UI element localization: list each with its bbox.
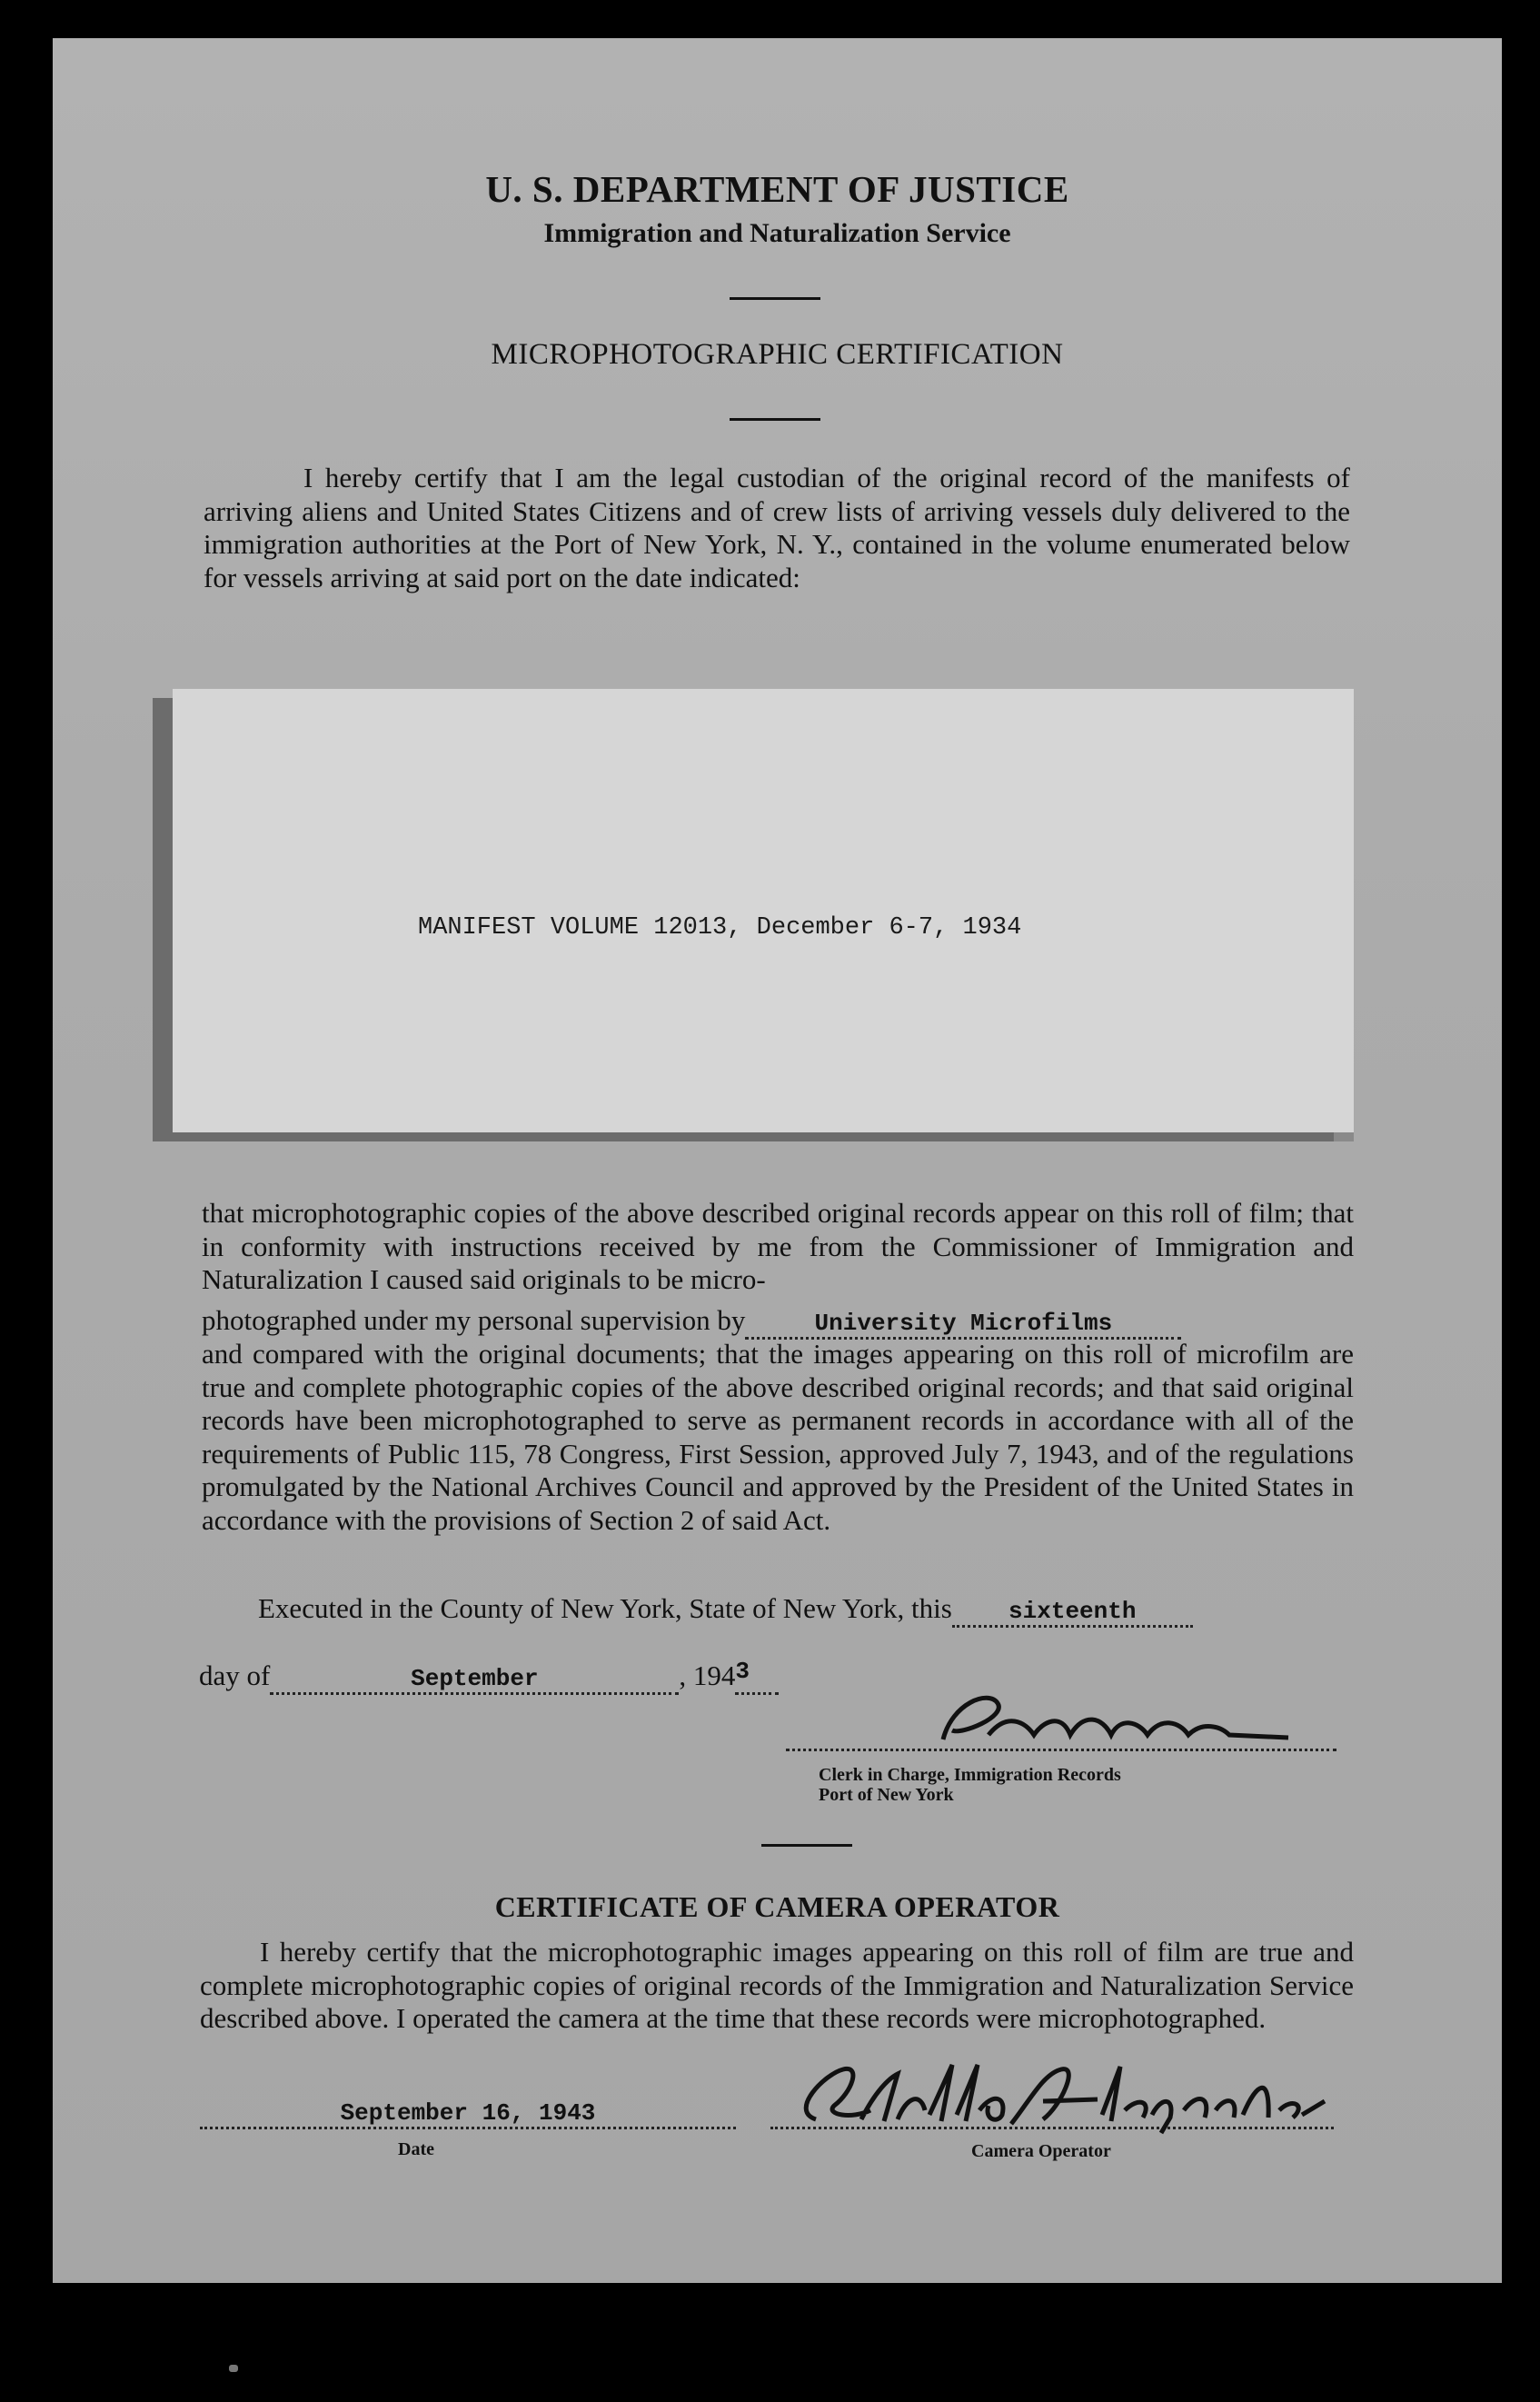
certification-paragraph-3: and compared with the original documents; that the images appearing on this roll of microfilm are true and complete photographic copies of the above described original records; and that said original records have been microphotographed to serve as permanent records in accordance with all of the requirements of Public 115, 78 Congress, First Session, approved July 7, 1943, and of the regulations promulgated by the National Archives Council and approved by the President of the United States in accordance with the provisions of Section 2 of said Act. (202, 1338, 1354, 1536)
certification-title: MICROPHOTOGRAPHIC CERTIFICATION (491, 338, 1064, 371)
day-of-prefix: day of (199, 1659, 271, 1691)
manifest-slip (173, 689, 1354, 1132)
executed-line (258, 1592, 1193, 1628)
operator-caption: Camera Operator (971, 2141, 1111, 2161)
year-prefix: 194 (692, 1659, 736, 1691)
divider (761, 1844, 852, 1847)
camera-operator-title: CERTIFICATE OF CAMERA OPERATOR (494, 1890, 1060, 1923)
year-digit: 3 (735, 1658, 750, 1685)
photographed-by-field (745, 1304, 1181, 1340)
divider (730, 418, 820, 421)
service-subheading: Immigration and Naturalization Service (543, 218, 1011, 248)
operator-signature (770, 2056, 1334, 2138)
certification-paragraph-2: that microphotographic copies of the above described original records appear on this roll of film; that in conformity with instructions received by me from the Commissioner of Immigration and Naturalization I caused said originals to be micro- (202, 1197, 1354, 1295)
clerk-caption (819, 1765, 1121, 1805)
photographed-by-value: University Microfilms (814, 1310, 1113, 1337)
manifest-volume-label: MANIFEST VOLUME 12013, December 6-7, 1934 (418, 914, 1022, 942)
clerk-caption-line-2: Port of New York (819, 1785, 954, 1805)
divider (730, 297, 820, 300)
film-mark (229, 2365, 238, 2372)
month-field (270, 1659, 679, 1695)
year-field (735, 1659, 779, 1695)
clerk-caption-line-1: Clerk in Charge, Immigration Records (819, 1765, 1121, 1785)
certification-paragraph-1: I hereby certify that I am the legal custodian of the original record of the manifests of arriving aliens and United States Citizens and of crew lists of arriving vessels duly delivered to the immigration authorities at the Port of New York, N. Y., contained in the volume enumerated below for vessels arriving at said port on the date indicated: (204, 462, 1350, 593)
photographed-by-prefix: photographed under my personal supervision by (202, 1304, 746, 1336)
clerk-signature (925, 1685, 1307, 1758)
date-field (200, 2094, 736, 2129)
executed-day-value: sixteenth (1008, 1598, 1137, 1625)
certificate-sheet (53, 38, 1502, 2283)
camera-operator-paragraph: I hereby certify that the microphotographic images appearing on this roll of film are true and complete microphotographic copies of original records of the Immigration and Naturalization Service described above. I operated the camera at the time that these records were microphotographed. (200, 1936, 1354, 2034)
executed-prefix: Executed in the County of New York, State of New York, this (258, 1592, 952, 1624)
day-of-line: day of September , $194^3$ (199, 1659, 779, 1695)
department-heading: U. S. DEPARTMENT OF JUSTICE (485, 168, 1069, 210)
month-value: September (411, 1665, 539, 1692)
date-value: September 16, 1943 (340, 2099, 596, 2127)
date-caption: Date (398, 2139, 434, 2159)
executed-day-field (952, 1592, 1193, 1628)
date-line (200, 2094, 736, 2129)
photographed-by-line (202, 1304, 1181, 1340)
